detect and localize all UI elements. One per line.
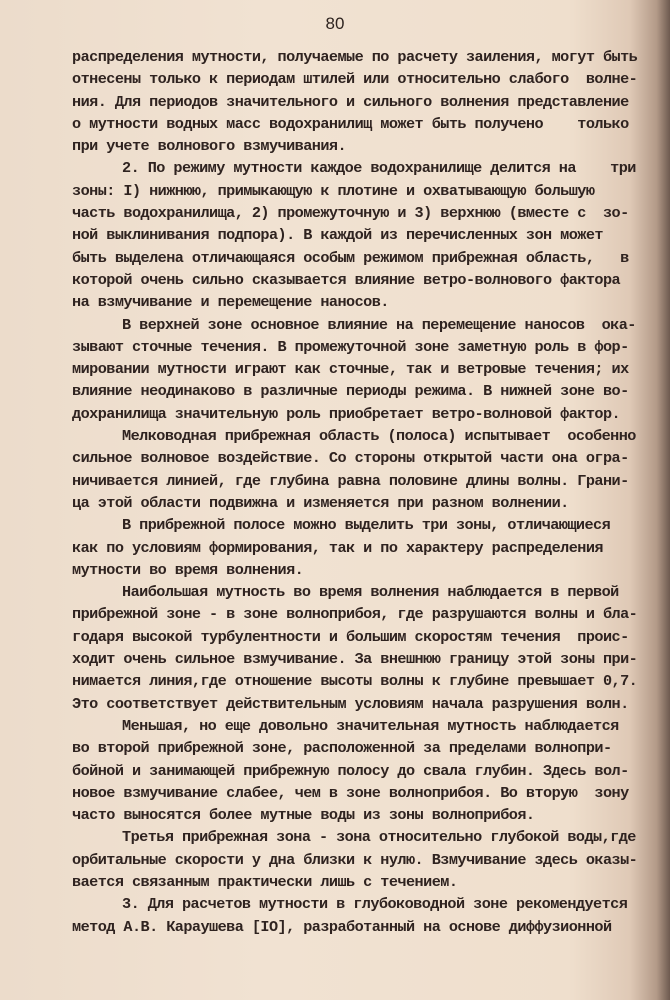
text-line: которой очень сильно сказывается влияние ветро-волнового фактора xyxy=(72,270,621,289)
text-line: Меньшая, но еще довольно значительная мутность наблюдается xyxy=(122,716,619,735)
text-line: часть водохранилища, 2) промежуточную и 3) верхнюю (вместе с зо- xyxy=(72,204,629,223)
text-line: В верхней зоне основное влияние на перемещение наносов ока- xyxy=(122,315,636,334)
text-line: мутности во время волнения. xyxy=(72,560,304,579)
text-line: прибрежной зоне - в зоне волноприбоя, где разрушаются волны и бла- xyxy=(72,605,638,624)
page-number: 80 xyxy=(325,14,345,33)
text-line: дохранилища значительную роль приобретает ветро-волновой фактор. xyxy=(72,404,621,423)
text-line: Мелководная прибрежная область (полоса) испытывает особенно xyxy=(122,427,636,446)
text-line: новое взмучивание слабее, чем в зоне волноприбоя. Во вторую зону xyxy=(72,783,629,802)
text-line: зывают сточные течения. В промежуточной зоне заметную роль в фор- xyxy=(72,337,629,356)
text-line: о мутности водных масс водохранилищ может быть получено только xyxy=(72,114,629,133)
typewritten-body-text xyxy=(72,46,670,938)
text-line: орбитальные скорости у дна близки к нулю. Взмучивание здесь оказы- xyxy=(72,850,638,869)
text-line: при учете волнового взмучивания. xyxy=(72,137,347,156)
text-line: отнесены только к периодам штилей или относительно слабого волне- xyxy=(72,70,638,89)
text-line: ничивается линией, где глубина равна половине длины волны. Грани- xyxy=(72,471,629,490)
text-line: на взмучивание и перемещение наносов. xyxy=(72,293,389,312)
text-line: Наибольшая мутность во время волнения наблюдается в первой xyxy=(122,583,619,602)
text-line: 2. По режиму мутности каждое водохранилище делится на три xyxy=(122,159,636,178)
text-line: ния. Для периодов значительного и сильного волнения представление xyxy=(72,92,629,111)
text-line: ной выклинивания подпора). В каждой из перечисленных зон может xyxy=(72,226,603,245)
text-line: сильное волновое воздействие. Со стороны открытой части она огра- xyxy=(72,449,629,468)
text-line: часто выносятся более мутные воды из зоны волноприбоя. xyxy=(72,806,535,825)
text-line: бойной и занимающей прибрежную полосу до свала глубин. Здесь вол- xyxy=(72,761,629,780)
text-line: нимается линия,где отношение высоты волны к глубине превышает 0,7. xyxy=(72,672,638,691)
text-line: распределения мутности, получаемые по расчету заиления, могут быть xyxy=(72,48,638,66)
text-line: быть выделена отличающаяся особым режимом прибрежная область, в xyxy=(72,248,629,267)
text-line: Третья прибрежная зона - зона относительно глубокой воды,где xyxy=(122,828,636,847)
text-line: во второй прибрежной зоне, расположенной за пределами волнопри- xyxy=(72,739,612,758)
text-line: ца этой области подвижна и изменяется при разном волнении. xyxy=(72,493,569,512)
text-line: В прибрежной полосе можно выделить три зоны, отличающиеся xyxy=(122,516,611,535)
text-line: мировании мутности играют как сточные, так и ветровые течения; их xyxy=(72,360,629,379)
text-line: ходит очень сильное взмучивание. За внешнюю границу этой зоны при- xyxy=(72,650,638,669)
text-line: как по условиям формирования, так и по характеру распределения xyxy=(72,538,603,557)
text-line: Это соответствует действительным условиям начала разрушения волн. xyxy=(72,694,629,713)
text-line: зоны: I) нижнюю, примыкающую к плотине и охватывающую большую xyxy=(72,181,595,200)
text-line: вается связанным практически лишь с течением. xyxy=(72,872,458,891)
text-line: метод А.В. Караушева [IO], разработанный на основе диффузионной xyxy=(72,917,612,936)
text-line: влияние неодинаково в различные периоды режима. В нижней зоне во- xyxy=(72,382,629,401)
text-line: 3. Для расчетов мутности в глубоководной зоне рекомендуется xyxy=(122,895,628,914)
text-line: годаря высокой турбулентности и большим скоростям течения проис- xyxy=(72,627,629,646)
